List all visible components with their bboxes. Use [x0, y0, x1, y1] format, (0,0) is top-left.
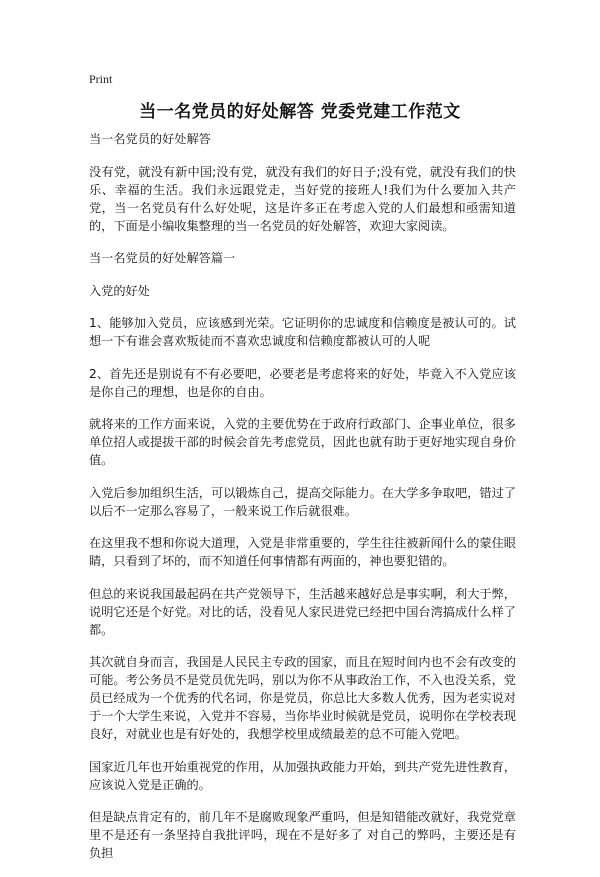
document-title: 当一名党员的好处解答 党委党建工作范文	[139, 102, 461, 122]
body-paragraph: 就将来的工作方面来说，入党的主要优势在于政府行政部门、企事业单位，很多单位招人或提拔干部的时候会首先考虑党员，因此也就有助于更好地实现自身价值。	[89, 417, 516, 467]
print-link[interactable]: Print	[89, 72, 113, 86]
body-paragraph: 其次就自身而言，我国是人民民主专政的国家，而且在短时间内也不会有改变的可能。考公务员不是党员优先吗，别以为你不从事政治工作，不入也没关系，党员已经成为一个优秀的代名词，你是党员，你总比大多数人优秀，因为老实说对于一个大学生来说，入党并不容易，当你毕业时候就是党员，说明你在学校表现良好，对就业也是有好处的，我想学校里成绩最差的总不可能入党吧。	[89, 655, 516, 741]
subsection-heading: 入党的好处	[89, 283, 150, 298]
intro-paragraph: 没有党，就没有新中国;没有党，就没有我们的好日子;没有党，就没有我们的快乐、幸福的生活。我们永远跟党走，当好党的接班人!我们为什么要加入共产党，当一名党员有什么好处呢，这是许多正在考虑入党的人们最想和亟需知道的，下面是小编收集整理的当一名党员的好处解答，欢迎大家阅读。	[89, 164, 516, 233]
body-paragraph: 在这里我不想和你说大道理，入党是非常重要的，学生往往被新闻什么的蒙住眼睛，只看到了坏的，而不知道任何事情都有两面的，神也要犯错的。	[89, 536, 516, 568]
body-paragraph: 国家近几年也开始重视党的作用，从加强执政能力开始，到共产党先进性教育，应该说入党是正确的。	[89, 759, 516, 792]
body-paragraph: 但总的来说我国最起码在共产党领导下，生活越来越好总是事实啊，利大于弊，说明它还是个好党。对比的话，没看见人家民进党已经把中国台湾搞成什么样了都。	[89, 586, 516, 637]
body-paragraph: 但是缺点肯定有的，前几年不是腐败现象严重吗，但是知错能改就好，我党党章里不是还有一条坚持自我批评吗，现在不是好多了 对自己的弊吗，主要还是有负担	[89, 810, 516, 860]
body-paragraph: 2、首先还是别说有不有必要吧，必要老是考虑将来的好处，毕竟入不入党应该是你自己的理想，也是你的自由。	[89, 366, 516, 399]
article-subtitle: 当一名党员的好处解答	[89, 132, 211, 146]
body-paragraph: 1、能够加入党员，应该感到光荣。它证明你的忠诚度和信赖度是被认可的。试想一下有谁会喜欢叛徒而不喜欢忠诚度和信赖度都被认可的人呢	[89, 316, 516, 348]
article-body	[89, 130, 516, 877]
body-paragraph: 入党后参加组织生活，可以锻炼自己，提高交际能力。在大学多争取吧，错过了以后不一定那么容易了，一般来说工作后就很难。	[89, 485, 516, 518]
section-heading: 当一名党员的好处解答篇一	[89, 251, 236, 265]
